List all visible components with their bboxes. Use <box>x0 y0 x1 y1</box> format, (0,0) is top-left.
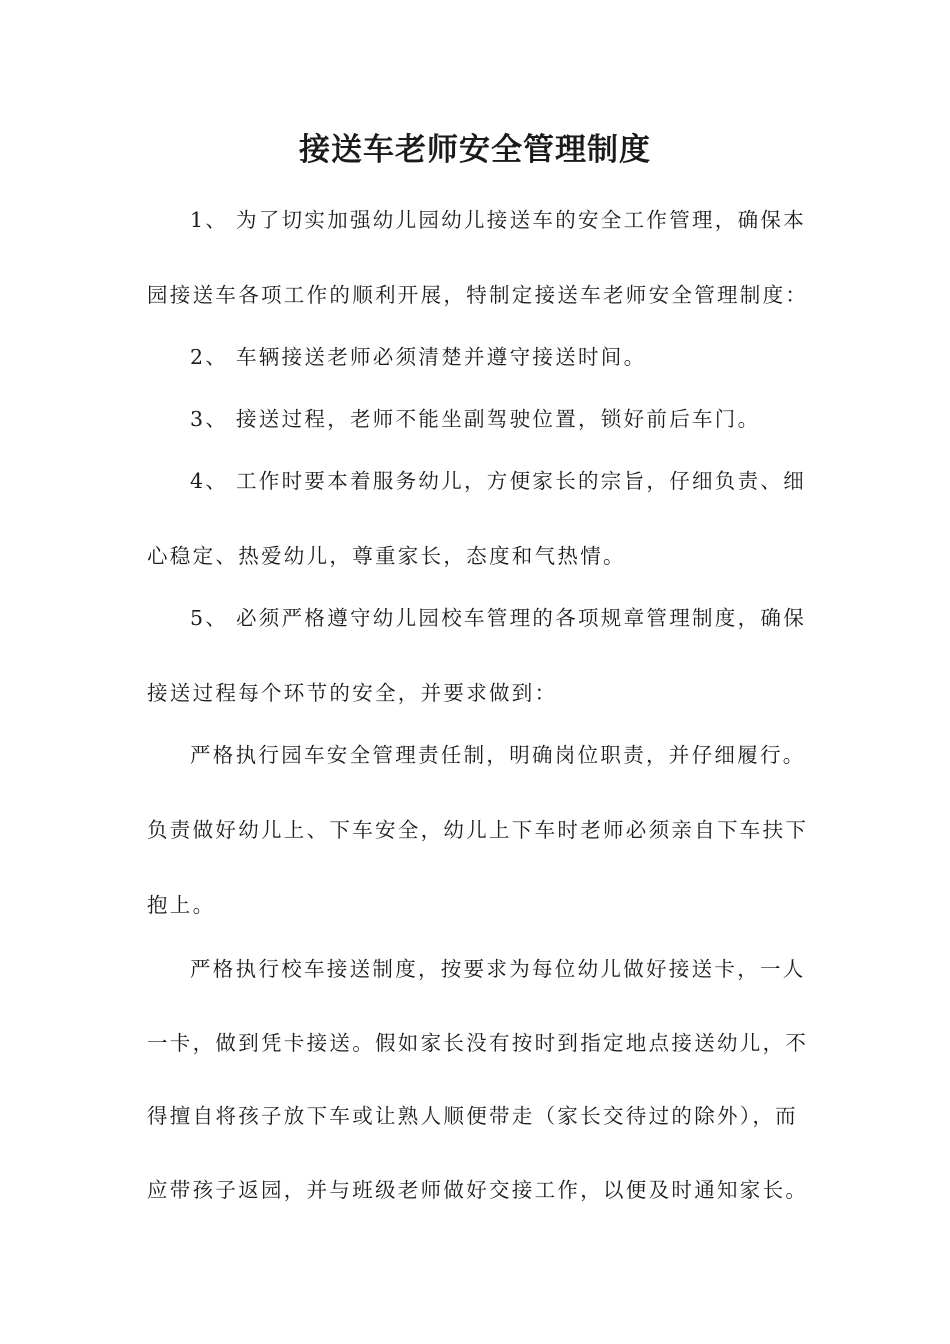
item-1-line-1 <box>190 205 806 235</box>
item-text: 车辆接送老师必须清楚并遵守接送时间。 <box>236 345 647 369</box>
para-b-line-4: 应带孩子返园，并与班级老师做好交接工作，以便及时通知家长。 <box>147 1178 809 1202</box>
item-number: 5、 <box>190 606 229 630</box>
item-1-line-2: 园接送车各项工作的顺利开展，特制定接送车老师安全管理制度： <box>147 283 809 307</box>
item-text: 为了切实加强幼儿园幼儿接送车的安全工作管理，确保本 <box>236 208 806 232</box>
document-title: 接送车老师安全管理制度 <box>299 132 651 168</box>
item-5-line-1 <box>190 603 806 633</box>
item-text: 接送过程，老师不能坐副驾驶位置，锁好前后车门。 <box>236 407 761 431</box>
item-number: 4、 <box>190 469 229 493</box>
item-4-line-1 <box>190 466 806 496</box>
item-3-line-1 <box>190 404 760 434</box>
item-number: 2、 <box>190 345 229 369</box>
para-a-line-1: 严格执行园车安全管理责任制，明确岗位职责，并仔细履行。 <box>190 743 806 767</box>
para-b-line-1: 严格执行校车接送制度，按要求为每位幼儿做好接送卡，一人 <box>190 957 806 981</box>
item-number: 3、 <box>190 407 229 431</box>
item-5-line-2: 接送过程每个环节的安全，并要求做到： <box>147 681 558 705</box>
para-b-line-3: 得擅自将孩子放下车或让熟人顺便带走（家长交待过的除外），而 <box>147 1104 798 1128</box>
para-a-line-3: 抱上。 <box>147 893 216 917</box>
item-2-line-1 <box>190 342 646 372</box>
para-a-line-2: 负责做好幼儿上、下车安全，幼儿上下车时老师必须亲自下车扶下 <box>147 818 809 842</box>
item-number: 1、 <box>190 208 229 232</box>
para-b-line-2: 一卡，做到凭卡接送。假如家长没有按时到指定地点接送幼儿，不 <box>147 1031 809 1055</box>
item-text: 工作时要本着服务幼儿，方便家长的宗旨，仔细负责、细 <box>236 469 806 493</box>
item-4-line-2: 心稳定、热爱幼儿，尊重家长，态度和气热情。 <box>147 544 626 568</box>
item-text: 必须严格遵守幼儿园校车管理的各项规章管理制度，确保 <box>236 606 806 630</box>
